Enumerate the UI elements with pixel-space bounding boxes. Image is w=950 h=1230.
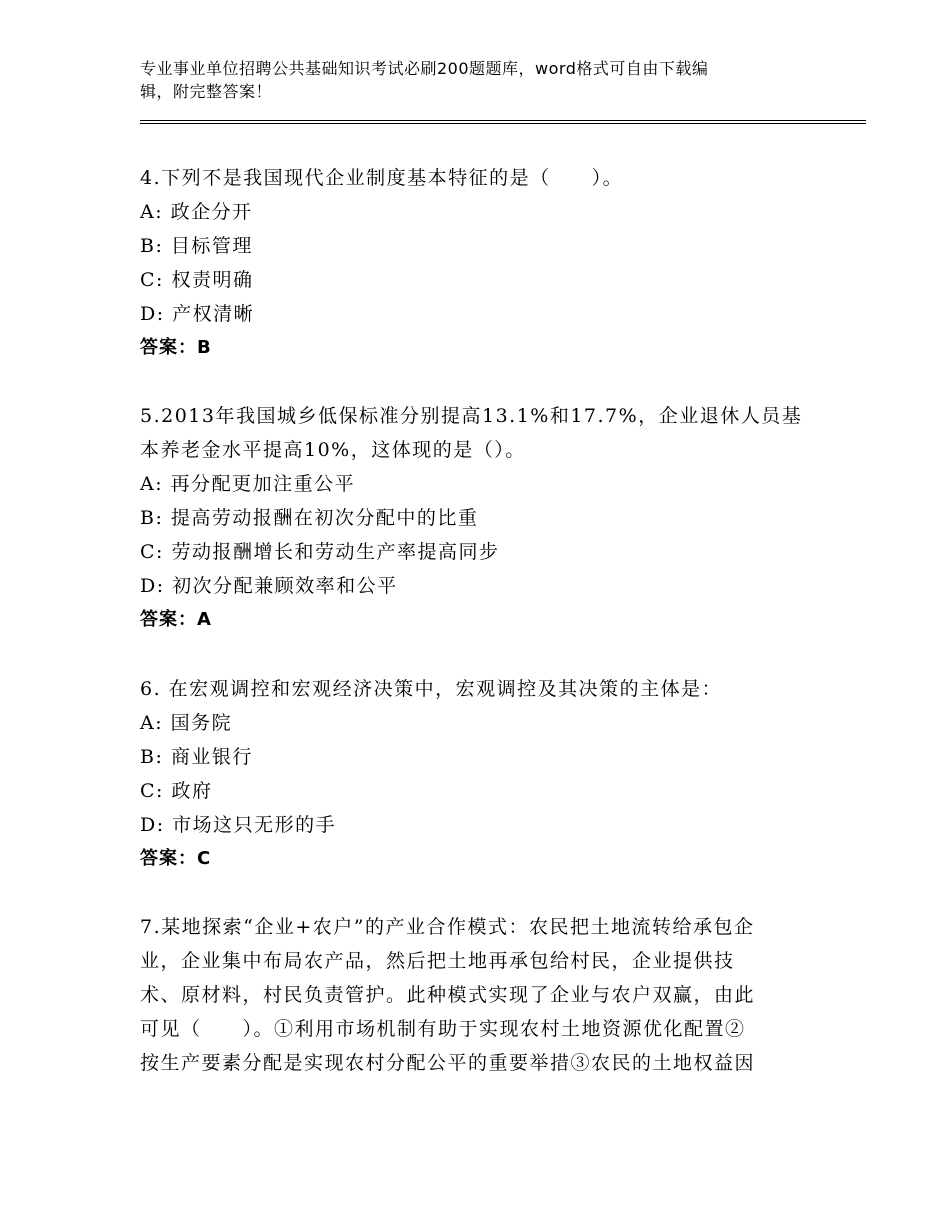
answer-label: 答案：	[140, 609, 197, 630]
question-stem-line: 术、原材料，村民负责管护。此种模式实现了企业与农户双赢，由此	[140, 984, 756, 1006]
option-d: D: 市场这只无形的手	[140, 814, 337, 836]
answer-label: 答案：	[140, 848, 197, 869]
question-stem-line: 业，企业集中布局农产品，然后把土地再承包给村民，企业提供技	[140, 950, 735, 972]
answer-value: A	[197, 609, 212, 630]
answer-value: C	[197, 848, 212, 869]
question-stem-line: 5.2013年我国城乡低保标准分别提高13.1%和17.7%，企业退休人员基	[140, 405, 803, 427]
header-divider	[140, 120, 866, 124]
question-stem-line: 本养老金水平提高10%，这体现的是（）。	[140, 439, 526, 461]
option-a: A: 国务院	[140, 712, 233, 734]
question-stem-line: 按生产要素分配是实现农村分配公平的重要举措③农民的土地权益因	[140, 1052, 756, 1074]
question-6	[140, 672, 812, 876]
answer-line	[140, 331, 812, 365]
question-stem-line: 7.某地探索“企业+农户”的产业合作模式：农民把土地流转给承包企	[140, 916, 755, 938]
option-c: C: 劳动报酬增长和劳动生产率提高同步	[140, 541, 500, 563]
question-stem-line: 可见（ ）。①利用市场机制有助于实现农村土地资源优化配置②	[140, 1018, 746, 1040]
option-a: A: 政企分开	[140, 201, 253, 223]
question-stem: 4.下列不是我国现代企业制度基本特征的是（ ）。	[140, 167, 624, 189]
header-line: 专业事业单位招聘公共基础知识考试必刷200题题库，word格式可自由下载编	[140, 59, 709, 78]
option-b: B: 商业银行	[140, 746, 253, 768]
answer-line	[140, 842, 812, 876]
question-4	[140, 161, 812, 365]
question-5	[140, 399, 812, 637]
header-line: 辑，附完整答案！	[140, 82, 273, 101]
option-c: C: 权责明确	[140, 269, 254, 291]
option-b: B: 目标管理	[140, 235, 253, 257]
document-header	[140, 57, 800, 103]
answer-value: B	[197, 337, 212, 358]
question-7	[140, 910, 812, 1080]
option-d: D: 初次分配兼顾效率和公平	[140, 575, 398, 597]
question-stem: 6. 在宏观调控和宏观经济决策中，宏观调控及其决策的主体是：	[140, 678, 723, 700]
option-a: A: 再分配更加注重公平	[140, 473, 356, 495]
answer-line	[140, 603, 812, 637]
option-b: B: 提高劳动报酬在初次分配中的比重	[140, 507, 479, 529]
answer-label: 答案：	[140, 337, 197, 358]
option-d: D: 产权清晰	[140, 303, 255, 325]
option-c: C: 政府	[140, 780, 213, 802]
